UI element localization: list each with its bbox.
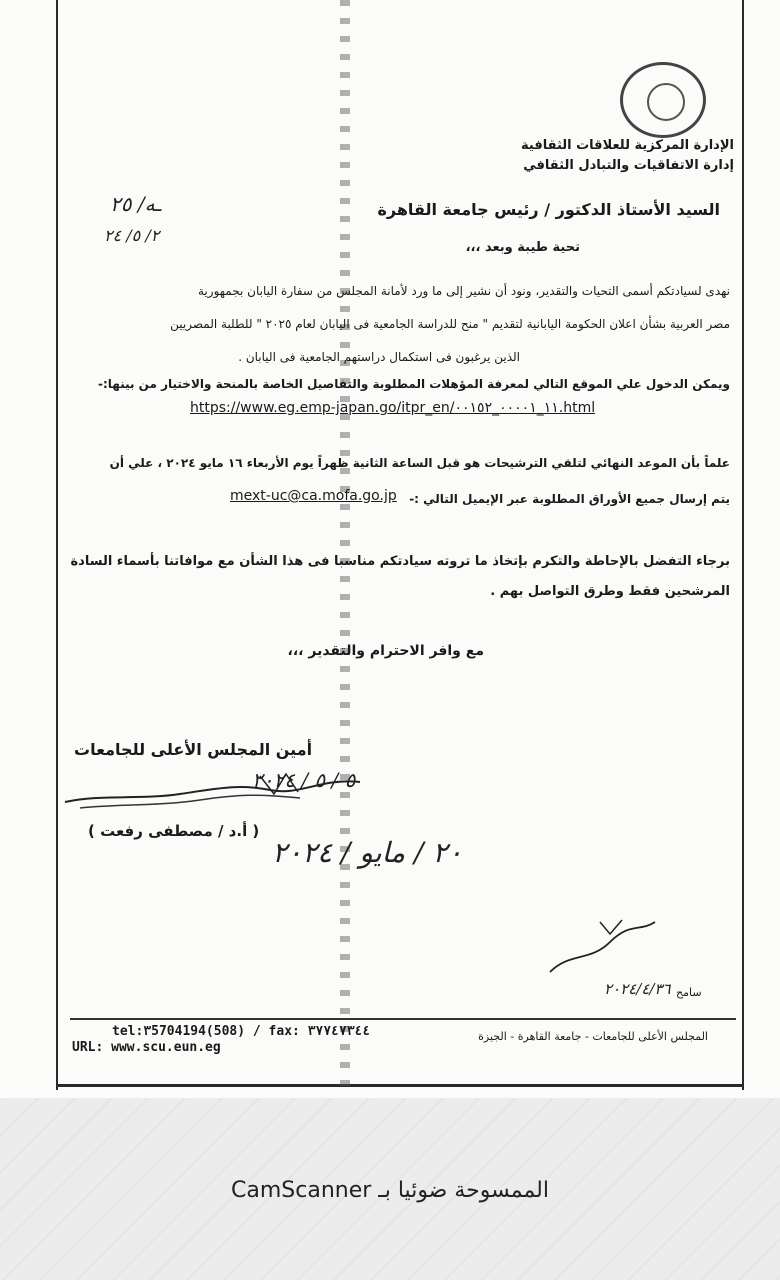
body-line-3: الذين يرغبون فى استكمال دراستهم الجامعية فى اليابان . [238,350,520,364]
handwritten-annotation: ٢٠ / مايو / ٢٠٢٤ [272,836,463,869]
greeting: تحية طيبة وبعد ،،، [465,240,580,255]
submission-email[interactable]: mext-uc@ca.mofa.go.jp [230,488,397,504]
deadline-line: علماً بأن الموعد النهائي لتلقي الترشيحات هو قبل الساعة الثانية ظهراً يوم الأربعاء ١٦ مايو ٢٠٢٤ ، علي أن [109,456,730,470]
email-intro: يتم إرسال جميع الأوراق المطلوبة عبر الإيميل التالي :- [409,492,730,506]
footer-divider [70,1018,736,1020]
body-line-2: مصر العربية بشأن اعلان الحكومة اليابانية لتقديم " منح للدراسة الجامعية فى اليابان لعام ٢٠٢٥ " للطلبة المصريين [170,317,730,331]
scan-artifact-ticks [340,0,350,1090]
body-line-1: نهدى لسيادتكم أسمى التحيات والتقدير، ونود أن نشير إلى ما ورد لأمانة المجلس من سفارة اليابان بجمهورية [198,284,730,298]
signatory-title: أمين المجلس الأعلى للجامعات [74,740,313,759]
official-seal-icon [620,62,706,138]
camscanner-label: الممسوحة ضوئيا بـ CamScanner [231,1178,549,1203]
body-line-4: ويمكن الدخول علي الموقع التالي لمعرفة المؤهلات المطلوبة والتفاصيل الخاصة بالمنحة والاختيار من بينها:- [97,377,730,391]
dept-line-2: إدارة الاتفاقيات والتبادل الثقافي [523,158,734,173]
page-border-bottom [56,1084,744,1087]
received-scribble [540,912,660,982]
marginal-note-line-2: ٢/ ٥/ ٢٤ [104,226,160,245]
footer-address: المجلس الأعلى للجامعات - جامعة القاهرة - الجيزة [478,1030,708,1043]
addressee: السيد الأستاذ الدكتور / رئيس جامعة القاهرة [377,200,720,219]
signature-handwritten-date: ٥ / ٥ / ٢٠٢٤ [252,768,356,792]
page-border-left [56,0,58,1090]
scholarship-url[interactable]: https://www.eg.emp-japan.go/itpr_en/١١_٠٠٠٠١_٠٠١٥٢.html [190,400,596,416]
closing-line: مع وافر الاحترام والتقدير ،،، [287,643,484,659]
marginal-note-line-1: ـه/ ٢٥ [110,192,162,216]
dept-line-1: الإدارة المركزية للعلاقات الثقافية [521,138,734,153]
received-stamp-label: سامح [676,986,702,999]
request-line-1: برجاء التفضل بالإحاطة والتكرم بإتخاذ ما تروته سيادتكم مناسبا فى هذا الشأن مع موافاتنا بأسماء السادة [70,554,730,569]
footer-url: URL: www.scu.eun.eg [72,1040,221,1055]
footer-tel-fax: tel:٣5704194(508) / fax: ٣٧٧٤٧٣٤٤ [112,1024,371,1039]
page-border-right [742,0,744,1090]
signatory-name: ( أ.د / مصطفى رفعت ) [88,822,260,840]
received-stamp-date: ٢٠٢٤/٤/٣٦ [604,980,671,998]
request-line-2: المرشحين فقط وطرق التواصل بهم . [490,584,730,599]
